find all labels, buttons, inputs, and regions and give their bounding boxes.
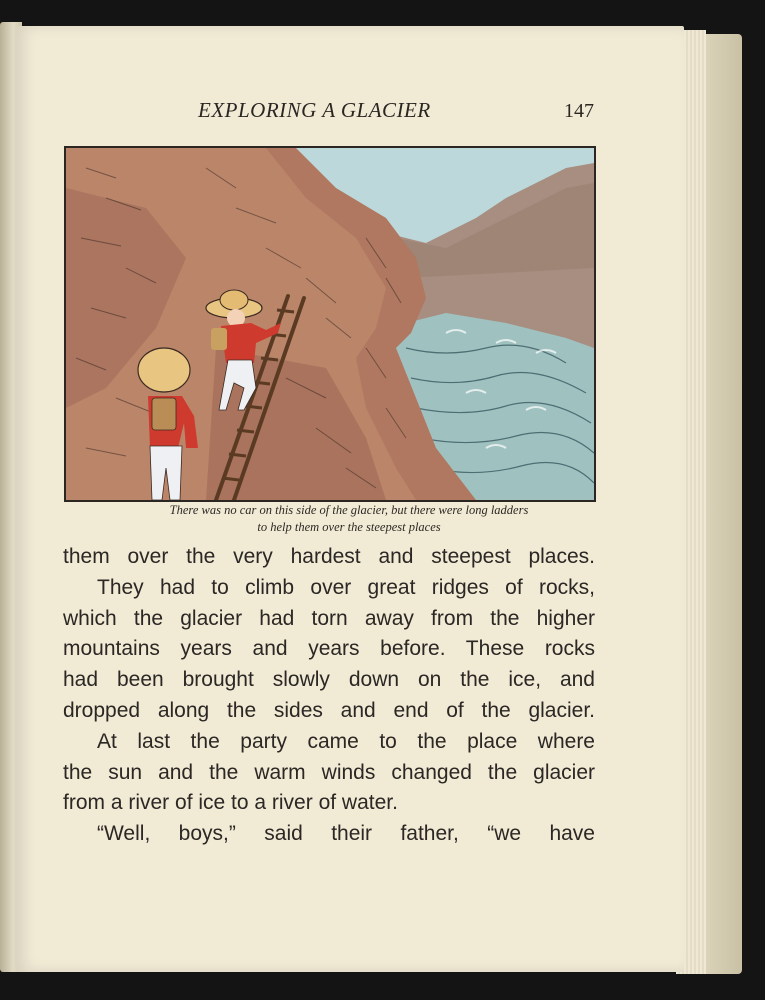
page-header (16, 98, 684, 128)
text-line: had been brought slowly down on the ice, and (63, 668, 595, 692)
text-line: the sun and the warm winds changed the glacier (63, 760, 595, 784)
illustration-caption (46, 502, 652, 536)
text-line: them over the very hardest and steepest places. (63, 545, 595, 568)
caption-line: to help them over the steepest places (257, 520, 441, 534)
body-text (63, 542, 595, 850)
running-title: EXPLORING A GLACIER (198, 98, 431, 122)
text-line: which the glacier had torn away from the higher (63, 606, 595, 630)
text-line: from a river of ice to a river of water. (63, 791, 398, 815)
page-number: 147 (564, 100, 594, 122)
text-line: At last the party came to the place where (97, 729, 595, 753)
text-line: dropped along the sides and end of the glacier. (63, 698, 595, 722)
text-line: mountains years and years before. These rocks (63, 637, 595, 661)
glacier-ladder-illustration (64, 146, 596, 502)
book-page (16, 26, 684, 972)
text-line: “Well, boys,” said their father, “we have (97, 822, 595, 846)
caption-line: There was no car on this side of the glacier, but there were long ladders (169, 503, 529, 517)
text-line: They had to climb over great ridges of rocks, (97, 575, 595, 599)
